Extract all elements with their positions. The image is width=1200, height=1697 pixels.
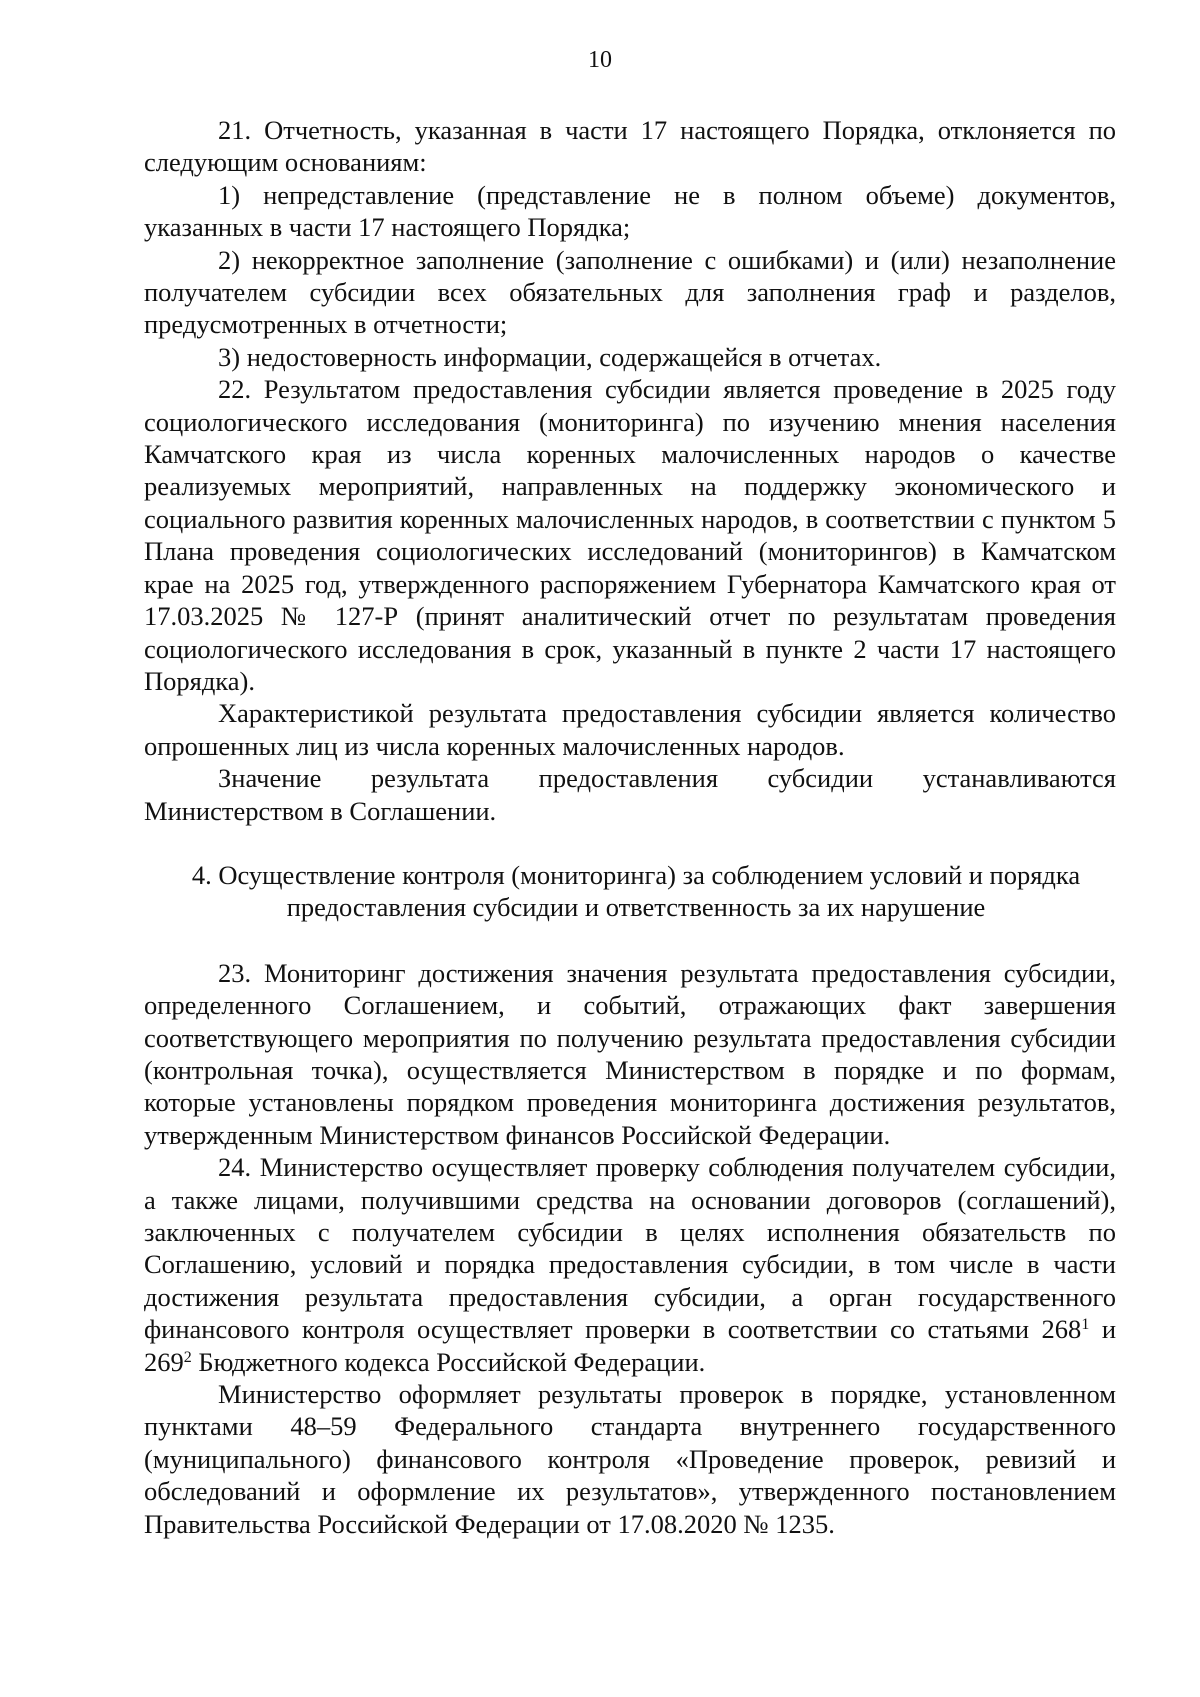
page-number: 10: [588, 47, 612, 73]
paragraph-result-value: Значение результата предоставления субсидии устанавливаются Министерством в Соглашении.: [144, 763, 1116, 826]
paragraph-inspection-results: Министерство оформляет результаты проверок в порядке, установленном пунктами 48–59 Федерального стандарта внутреннего государственного (муниципального) финансового контроля «Проведение проверок, ревизий и обследований и оформление их результатов», утвержденного постановлением Правительства Российской Федерации от 17.08.2020 № 1235.: [144, 1379, 1116, 1539]
spacer: [144, 924, 1116, 957]
document-body: [144, 114, 1116, 1540]
spacer: [144, 827, 1116, 859]
paragraph-24-text: 24. Министерство осуществляет проверку соблюдения получателем субсидии, а также лицами, получившими средства на основании договоров (соглашений), заключенных с получателем субсидии в целях исполнения обязательств по Соглашению, условий и порядка предоставления субсидии, в том числе в части достижения результата предоставления субсидии, а орган государственного финансового контроля осуществляет проверки в соответствии со статьями 268: [144, 1152, 1116, 1345]
section-heading-line-1: 4. Осуществление контроля (мониторинга) за соблюдением условий и порядка: [191, 859, 1081, 890]
paragraph-21-item-3: 3) недостоверность информации, содержащейся в отчетах.: [218, 341, 882, 372]
paragraph-21: 21. Отчетность, указанная в части 17 настоящего Порядка, отклоняется по следующим основаниям:: [144, 115, 1116, 178]
paragraph-result-characteristic: Характеристикой результата предоставления субсидии является количество опрошенных лиц из числа коренных малочисленных народов.: [144, 698, 1116, 761]
superscript-2: 2: [183, 1348, 192, 1366]
paragraph-23: 23. Мониторинг достижения значения результата предоставления субсидии, определенного Соглашением, и событий, отражающих факт завершения соответствующего мероприятия по получению результата предоставления субсидии (контрольная точка), осуществляется Министерством в порядке и по формам, которые установлены порядком проведения мониторинга достижения результатов, утвержденным Министерством финансов Российской Федерации.: [144, 957, 1116, 1150]
superscript-1: 1: [1081, 1316, 1090, 1334]
paragraph-24-tail: Бюджетного кодекса Российской Федерации.: [191, 1346, 706, 1377]
paragraph-24: [144, 1151, 1116, 1378]
paragraph-22: 22. Результатом предоставления субсидии является проведение в 2025 году социологического исследования (мониторинга) по изучению мнения населения Камчатского края из числа коренных малочисленных народов о качестве реализуемых мероприятий, направленных на поддержку экономического и социального развития коренных малочисленных народов, в соответствии с пунктом 5 Плана проведения социологических исследований (мониторингов) в Камчатском крае на 2025 год, утвержденного распоряжением Губернатора Камчатского края от 17.03.2025 № 127-Р (принят аналитический отчет по результатам проведения социологического исследования в срок, указанный в пункте 2 части 17 настоящего Порядка).: [144, 374, 1116, 696]
paragraph-21-item-2: 2) некорректное заполнение (заполнение с ошибками) и (или) незаполнение получателем субсидии всех обязательных для заполнения граф и разделов, предусмотренных в отчетности;: [144, 244, 1116, 340]
paragraph-21-item-1: 1) непредставление (представление не в полном объеме) документов, указанных в части 17 настоящего Порядка;: [144, 179, 1116, 243]
section-heading-line-2: предоставления субсидии и ответственность за их нарушение: [286, 892, 986, 923]
paragraph-24-and: и 269: [144, 1314, 1116, 1377]
